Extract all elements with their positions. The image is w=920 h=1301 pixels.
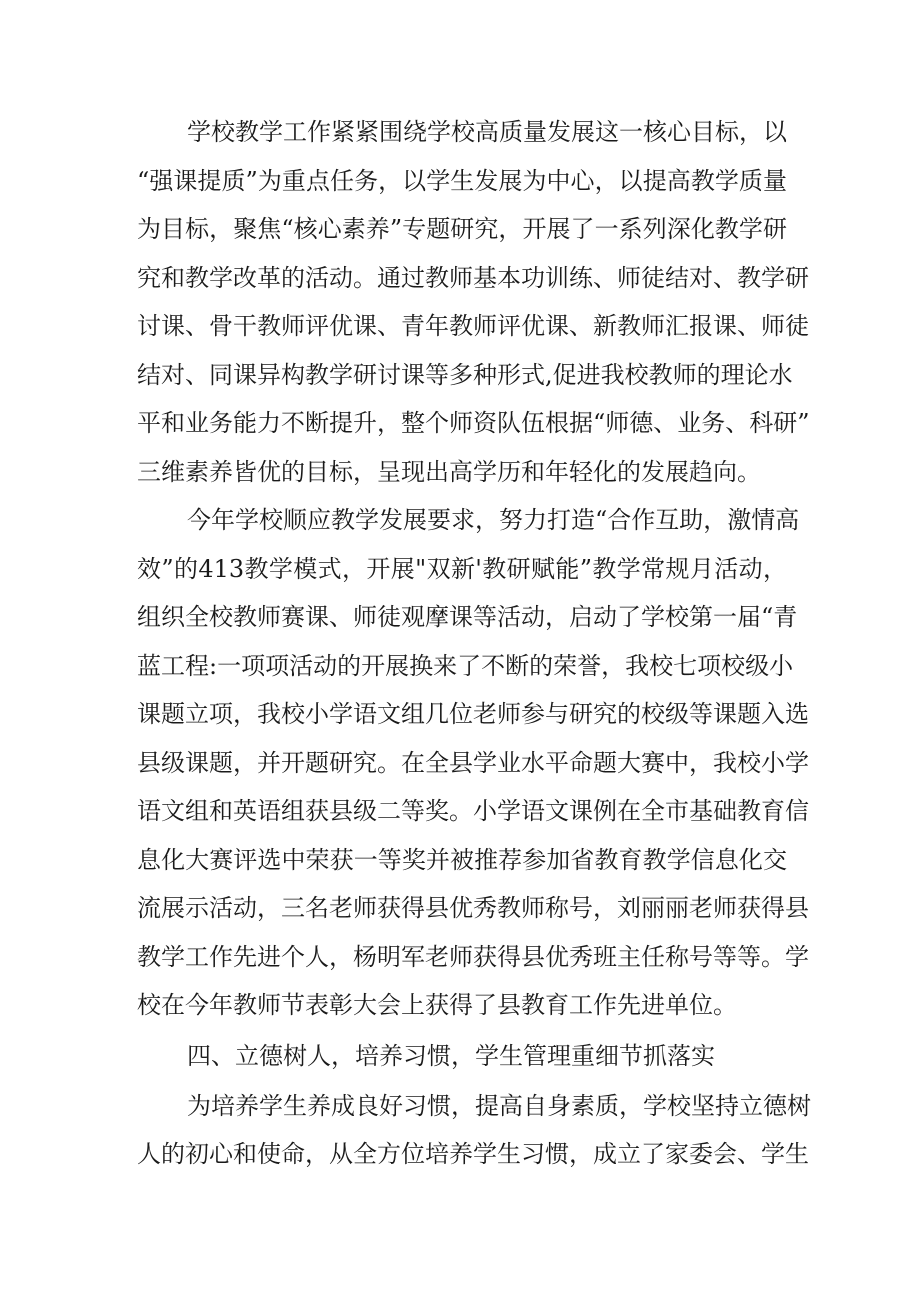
text-line: 结对、同课异构教学研讨课等多种形式,促进我校教师的理论水 [137,360,793,389]
text-line: 今年学校顺应教学发展要求，努力打造“合作互助，激情高 [187,506,800,534]
text-line: 三维素养皆优的目标，呈现出高学历和年轻化的发展趋向。 [137,457,761,486]
paragraph-teaching-work [137,108,810,496]
text-line: 组织全校教师赛课、师徒观摩课等活动，启动了学校第一届“青 [137,603,798,631]
text-line: 息化大赛评选中荣获一等奖并被推荐参加省教育教学信息化交 [137,845,787,874]
text-line: 语文组和英语组获县级二等奖。小学语文课例在全市基础教育信 [137,797,809,825]
text-line: 学校教学工作紧紧围绕学校高质量发展这一核心目标，以 [187,118,787,146]
text-line: “强课提质”为重点任务，以学生发展为中心，以提高教学质量 [137,166,787,195]
text-line: 究和教学改革的活动。通过教师基本功训练、师徒结对、教学研 [137,263,809,292]
text-line: 流展示活动，三名老师获得县优秀教师称号，刘丽丽老师获得县 [137,894,809,922]
paragraph-achievements [137,496,809,1030]
text-line: 平和业务能力不断提升，整个师资队伍根据“师德、业务、科研” [137,409,810,437]
section-heading: 四、立德树人，培养习惯，学生管理重细节抓落实 [187,1041,715,1070]
text-line: 效”的413教学模式，开展"双新'教研赋能”教学常规月活动， [137,554,787,583]
text-line: 县级课题，并开题研究。在全县学业水平命题大赛中，我校小学 [137,748,809,777]
document-body [137,108,811,1179]
text-line: 蓝工程:一项项活动的开展换来了不断的荣誉，我校七项校级小 [137,651,794,680]
text-line: 人的初心和使命，从全方位培养学生习惯，成立了家委会、学生 [137,1140,809,1168]
text-line: 为目标，聚焦“核心素养”专题研究，开展了一系列深化教学研 [137,215,787,243]
text-line: 为培养学生养成良好习惯，提高自身素质，学校坚持立德树 [187,1091,811,1120]
paragraph-student-management [137,1082,811,1179]
text-line: 课题立项，我校小学语文组几位老师参与研究的校级等课题入选 [137,700,809,728]
text-line: 讨课、骨干教师评优课、青年教师评优课、新教师汇报课、师徒 [137,312,809,340]
text-line: 教学工作先进个人，杨明军老师获得县优秀班主任称号等等。学 [137,942,809,971]
text-line: 校在今年教师节表彰大会上获得了县教育工作先进单位。 [137,991,737,1019]
